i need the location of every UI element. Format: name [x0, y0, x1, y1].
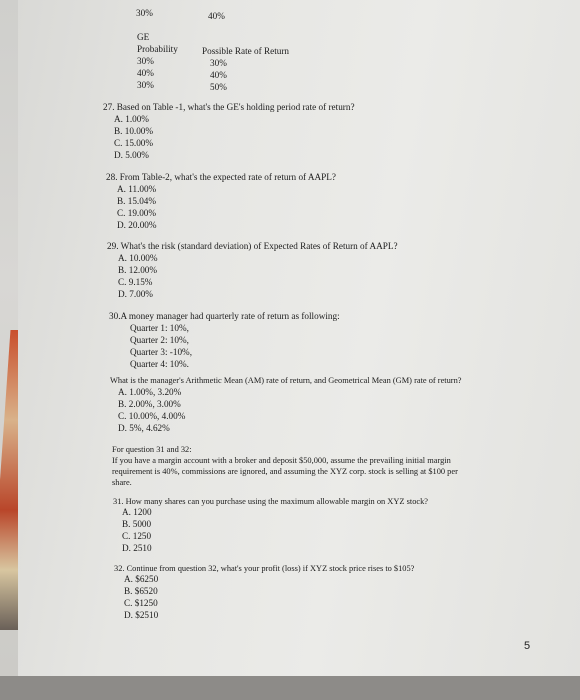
question-text: 28. From Table-2, what's the expected rate of return of AAPL?	[106, 172, 336, 182]
choice-a: A. 1.00%	[114, 114, 149, 124]
table-header-return: Possible Rate of Return	[202, 46, 290, 56]
choice-a: A. 1.00%, 3.20%	[118, 387, 182, 397]
desk-edge	[0, 676, 580, 700]
choice-c: C. 15.00%	[114, 138, 154, 148]
intro-line: For question 31 and 32:	[112, 445, 192, 454]
choice-c: C. $1250	[124, 598, 158, 608]
choice-b: B. 10.00%	[114, 126, 154, 136]
top-right-value: 40%	[208, 11, 225, 21]
choice-d: D. 5.00%	[114, 150, 149, 160]
choice-b: B. $6520	[124, 586, 158, 596]
choice-a: A. 11.00%	[117, 184, 157, 194]
top-left-value: 30%	[136, 8, 153, 18]
page-number: 5	[524, 640, 531, 652]
question-text: 31. How many shares can you purchase using the maximum allowable margin on XYZ stock?	[113, 497, 428, 506]
choice-d: D. 20.00%	[117, 220, 157, 230]
choice-d: D. 5%, 4.62%	[118, 423, 170, 433]
intro-line: requirement is 40%, commissions are ignored, and assuming the XYZ corp. stock is selling at $100 per	[112, 467, 458, 476]
choice-a: A. 1200	[122, 507, 152, 517]
choice-b: B. 2.00%, 3.00%	[118, 399, 181, 409]
choice-d: D. 2510	[122, 543, 152, 553]
question-text: 27. Based on Table -1, what's the GE's holding period rate of return?	[103, 102, 355, 112]
table-cell: 30%	[137, 56, 154, 66]
choice-c: C. 19.00%	[117, 208, 157, 218]
choice-d: D. 7.00%	[118, 289, 153, 299]
choice-c: C. 9.15%	[118, 277, 153, 287]
table-cell: 50%	[210, 82, 227, 92]
choice-c: C. 1250	[122, 531, 152, 541]
choice-c: C. 10.00%, 4.00%	[118, 411, 186, 421]
table-cell: 40%	[210, 70, 227, 80]
choice-a: A. $6250	[124, 574, 159, 584]
question-text: 32. Continue from question 32, what's your profit (loss) if XYZ stock price rises to $105?	[114, 564, 415, 573]
intro-line: share.	[112, 478, 132, 487]
choice-d: D. $2510	[124, 610, 159, 620]
quarter-1: Quarter 1: 10%,	[130, 323, 189, 333]
exam-page	[18, 0, 580, 700]
choice-b: B. 12.00%	[118, 265, 158, 275]
intro-line: If you have a margin account with a broker and deposit $50,000, assume the prevailing initial margin	[112, 456, 451, 465]
choice-b: B. 5000	[122, 519, 152, 529]
choice-b: B. 15.04%	[117, 196, 157, 206]
table-cell: 30%	[210, 58, 227, 68]
question-text: 30.A money manager had quarterly rate of return as following:	[109, 311, 340, 321]
table-header-probability: Probability	[137, 44, 178, 54]
quarter-2: Quarter 2: 10%,	[130, 335, 189, 345]
question-text: 29. What's the risk (standard deviation) of Expected Rates of Return of AAPL?	[107, 241, 398, 251]
choice-a: A. 10.00%	[118, 253, 158, 263]
quarter-4: Quarter 4: 10%.	[130, 359, 189, 369]
table-cell: 40%	[137, 68, 154, 78]
question-ask: What is the manager's Arithmetic Mean (AM) rate of return, and Geometrical Mean (GM) rate of return?	[110, 376, 462, 385]
quarter-3: Quarter 3: -10%,	[130, 347, 192, 357]
table-stock-name: GE	[137, 32, 150, 42]
table-cell: 30%	[137, 80, 154, 90]
